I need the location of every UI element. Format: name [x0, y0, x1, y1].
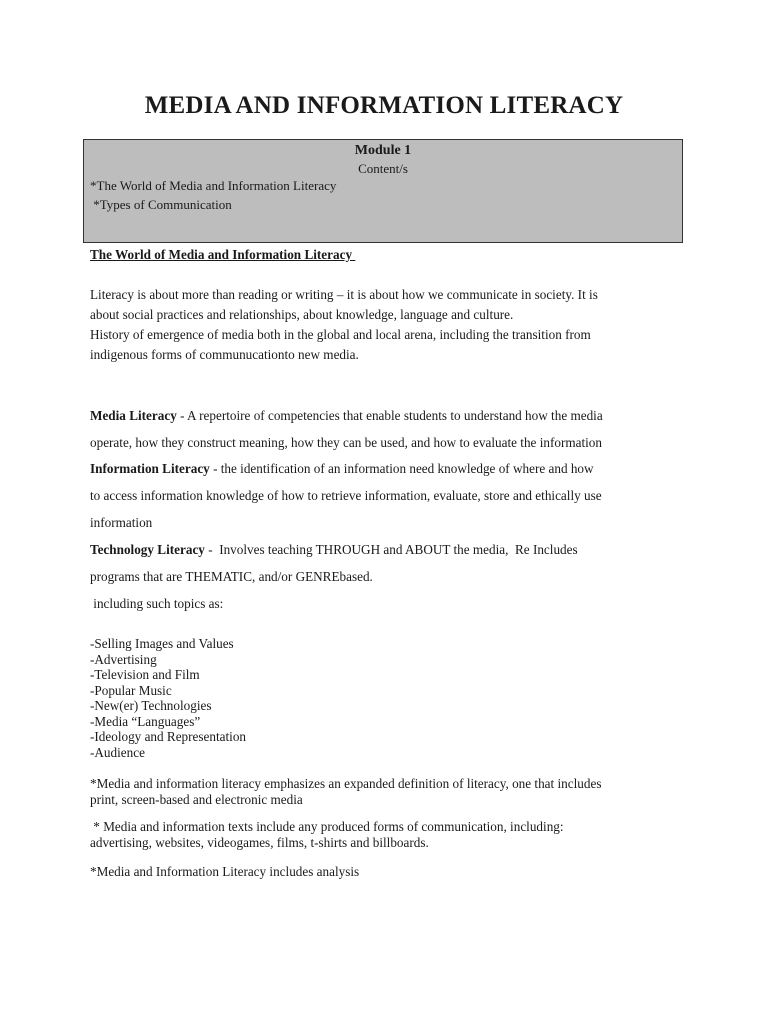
media-literacy-definition	[90, 408, 603, 424]
list-item: -Selling Images and Values	[90, 636, 234, 651]
intro-line: indigenous forms of communucationto new media.	[90, 347, 359, 362]
module-item: *The World of Media and Information Literacy	[90, 178, 337, 193]
technology-literacy-text: programs that are THEMATIC, and/or GENREbased.	[90, 569, 373, 584]
list-item: -Audience	[90, 745, 145, 760]
list-item: -Advertising	[90, 652, 157, 667]
module-title: Module 1	[354, 143, 412, 158]
intro-line: Literacy is about more than reading or writing – it is about how we communicate in society. It is	[90, 287, 598, 302]
contents-label: Content/s	[358, 161, 408, 176]
note-paragraph: print, screen-based and electronic media	[90, 792, 303, 807]
list-item: -Popular Music	[90, 683, 172, 698]
module-box	[83, 139, 683, 243]
note-paragraph: *Media and information literacy emphasizes an expanded definition of literacy, one that includes	[90, 776, 602, 791]
intro-line: History of emergence of media both in the global and local arena, including the transition from	[90, 327, 591, 342]
media-literacy-term: Media Literacy	[90, 408, 177, 423]
list-item: -Ideology and Representation	[90, 729, 247, 744]
note-paragraph: *Media and Information Literacy includes analysis	[90, 864, 360, 879]
technology-literacy-definition	[90, 542, 578, 558]
list-item: -Television and Film	[90, 667, 200, 682]
information-literacy-text: to access information knowledge of how to retrieve information, evaluate, store and ethically use	[90, 488, 602, 503]
note-paragraph: * Media and information texts include any produced forms of communication, including:	[90, 819, 564, 834]
page-title: MEDIA AND INFORMATION LITERACY	[144, 92, 624, 119]
technology-literacy-term: Technology Literacy	[90, 542, 205, 557]
section-heading: The World of Media and Information Literacy	[90, 247, 356, 262]
intro-line: about social practices and relationships, about knowledge, language and culture.	[90, 307, 514, 322]
information-literacy-definition	[90, 461, 594, 477]
information-literacy-text: information	[90, 515, 153, 530]
media-literacy-text: operate, how they construct meaning, how they can be used, and how to evaluate the information	[90, 435, 602, 450]
topics-intro: including such topics as:	[90, 596, 224, 611]
technology-literacy-text: - Involves teaching THROUGH and ABOUT the media, Re Includes	[204, 542, 578, 557]
list-item: -New(er) Technologies	[90, 698, 212, 713]
list-item: -Media “Languages”	[90, 714, 201, 729]
module-item: *Types of Communication	[90, 197, 232, 212]
media-literacy-text: - A repertoire of competencies that enable students to understand how the media	[176, 408, 603, 423]
information-literacy-term: Information Literacy	[90, 461, 210, 476]
information-literacy-text: - the identification of an information need knowledge of where and how	[209, 461, 594, 476]
note-paragraph: advertising, websites, videogames, films, t-shirts and billboards.	[90, 835, 429, 850]
